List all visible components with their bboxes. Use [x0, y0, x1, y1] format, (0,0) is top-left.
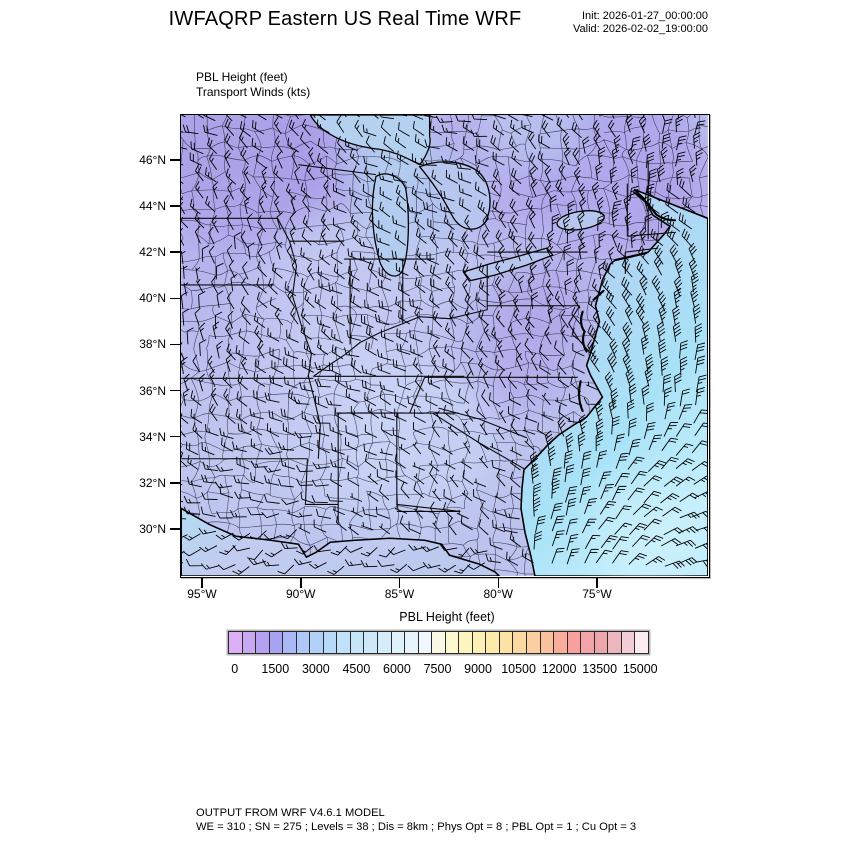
colorbar-cell — [283, 632, 297, 653]
field-labels — [196, 70, 310, 100]
colorbar-cell — [554, 632, 568, 653]
colorbar-tick-label: 10500 — [501, 662, 536, 676]
colorbar-tick-label: 13500 — [582, 662, 618, 676]
shaded-field-label: PBL Height (feet) — [196, 70, 288, 84]
colorbar-cell — [622, 632, 636, 653]
lon-tick-label: 75°W — [582, 587, 612, 601]
map-panel — [180, 114, 710, 578]
lat-tick — [170, 344, 180, 346]
lon-tick-label: 85°W — [384, 587, 415, 601]
colorbar-cell — [568, 632, 582, 653]
colorbar-tick-label: 7500 — [423, 662, 452, 676]
run-times — [520, 10, 708, 36]
colorbar-cell — [392, 632, 406, 653]
colorbar-cell — [378, 632, 392, 653]
lon-tick-label: 95°W — [187, 587, 217, 601]
colorbar-tick-label: 15000 — [622, 662, 658, 676]
lat-tick-label: 36°N — [139, 383, 166, 398]
model-info — [196, 806, 636, 834]
lat-tick-label: 34°N — [139, 429, 166, 444]
colorbar-cell — [527, 632, 541, 653]
colorbar-cell — [324, 632, 338, 653]
lat-tick — [170, 390, 180, 392]
lat-tick-label: 46°N — [139, 153, 166, 167]
colorbar-cell — [364, 632, 378, 653]
page-title: IWFAQRP Eastern US Real Time WRF — [168, 8, 522, 30]
lat-tick — [170, 528, 180, 530]
colorbar-cell — [297, 632, 311, 653]
colorbar-cell — [541, 632, 555, 653]
lat-tick-label: 30°N — [139, 521, 166, 536]
colorbar-cell — [229, 632, 243, 653]
colorbar-cell — [581, 632, 595, 653]
colorbar-cell — [513, 632, 527, 653]
colorbar-cell — [473, 632, 487, 653]
colorbar-tick-label: 1500 — [261, 662, 290, 676]
colorbar — [228, 631, 649, 654]
model-info-line2: WE = 310 ; SN = 275 ; Levels = 38 ; Dis = 8km ; Phys Opt = 8 ; PBL Opt = 1 ; Cu Opt = 3 — [196, 821, 637, 833]
lat-tick — [170, 159, 180, 161]
colorbar-cell — [419, 632, 433, 653]
init-time: Init: 2026-01-27_00:00:00 — [582, 10, 708, 22]
colorbar-tick-label: 0 — [231, 662, 239, 676]
colorbar-cell — [608, 632, 622, 653]
lon-tick-label: 80°W — [483, 587, 513, 601]
colorbar-tick-label: 9000 — [464, 662, 492, 676]
colorbar-cell — [243, 632, 257, 653]
colorbar-cell — [351, 632, 365, 653]
colorbar-tick-label: 3000 — [301, 662, 330, 676]
colorbar-tick-label: 6000 — [383, 662, 411, 676]
colorbar-cell — [337, 632, 351, 653]
lat-tick-label: 44°N — [139, 199, 166, 214]
lat-tick-label: 38°N — [139, 337, 166, 352]
colorbar-cell — [500, 632, 514, 653]
colorbar-cell — [486, 632, 500, 653]
colorbar-cell — [635, 632, 648, 653]
colorbar-cell — [432, 632, 446, 653]
lat-tick-label: 32°N — [139, 475, 166, 490]
lat-tick — [170, 436, 180, 438]
colorbar-cell — [595, 632, 609, 653]
wind-field-label: Transport Winds (kts) — [196, 85, 311, 99]
lat-tick — [170, 482, 180, 484]
valid-time: Valid: 2026-02-02_19:00:00 — [573, 23, 708, 35]
colorbar-cell — [310, 632, 324, 653]
lat-tick-label: 40°N — [139, 291, 166, 306]
lat-tick — [170, 205, 180, 207]
colorbar-cell — [446, 632, 460, 653]
lat-tick — [170, 251, 180, 253]
colorbar-tick-label: 12000 — [541, 662, 577, 676]
colorbar-cell — [405, 632, 419, 653]
model-info-line1: OUTPUT FROM WRF V4.6.1 MODEL — [196, 807, 385, 819]
lat-tick-label: 42°N — [139, 245, 166, 260]
colorbar-tick-label: 4500 — [342, 662, 371, 676]
lat-tick — [170, 298, 180, 300]
colorbar-title: PBL Height (feet) — [399, 610, 495, 624]
map-graphic — [181, 115, 708, 576]
lon-tick-label: 90°W — [286, 587, 316, 601]
colorbar-cell — [270, 632, 284, 653]
colorbar-cell — [256, 632, 270, 653]
colorbar-cell — [459, 632, 473, 653]
